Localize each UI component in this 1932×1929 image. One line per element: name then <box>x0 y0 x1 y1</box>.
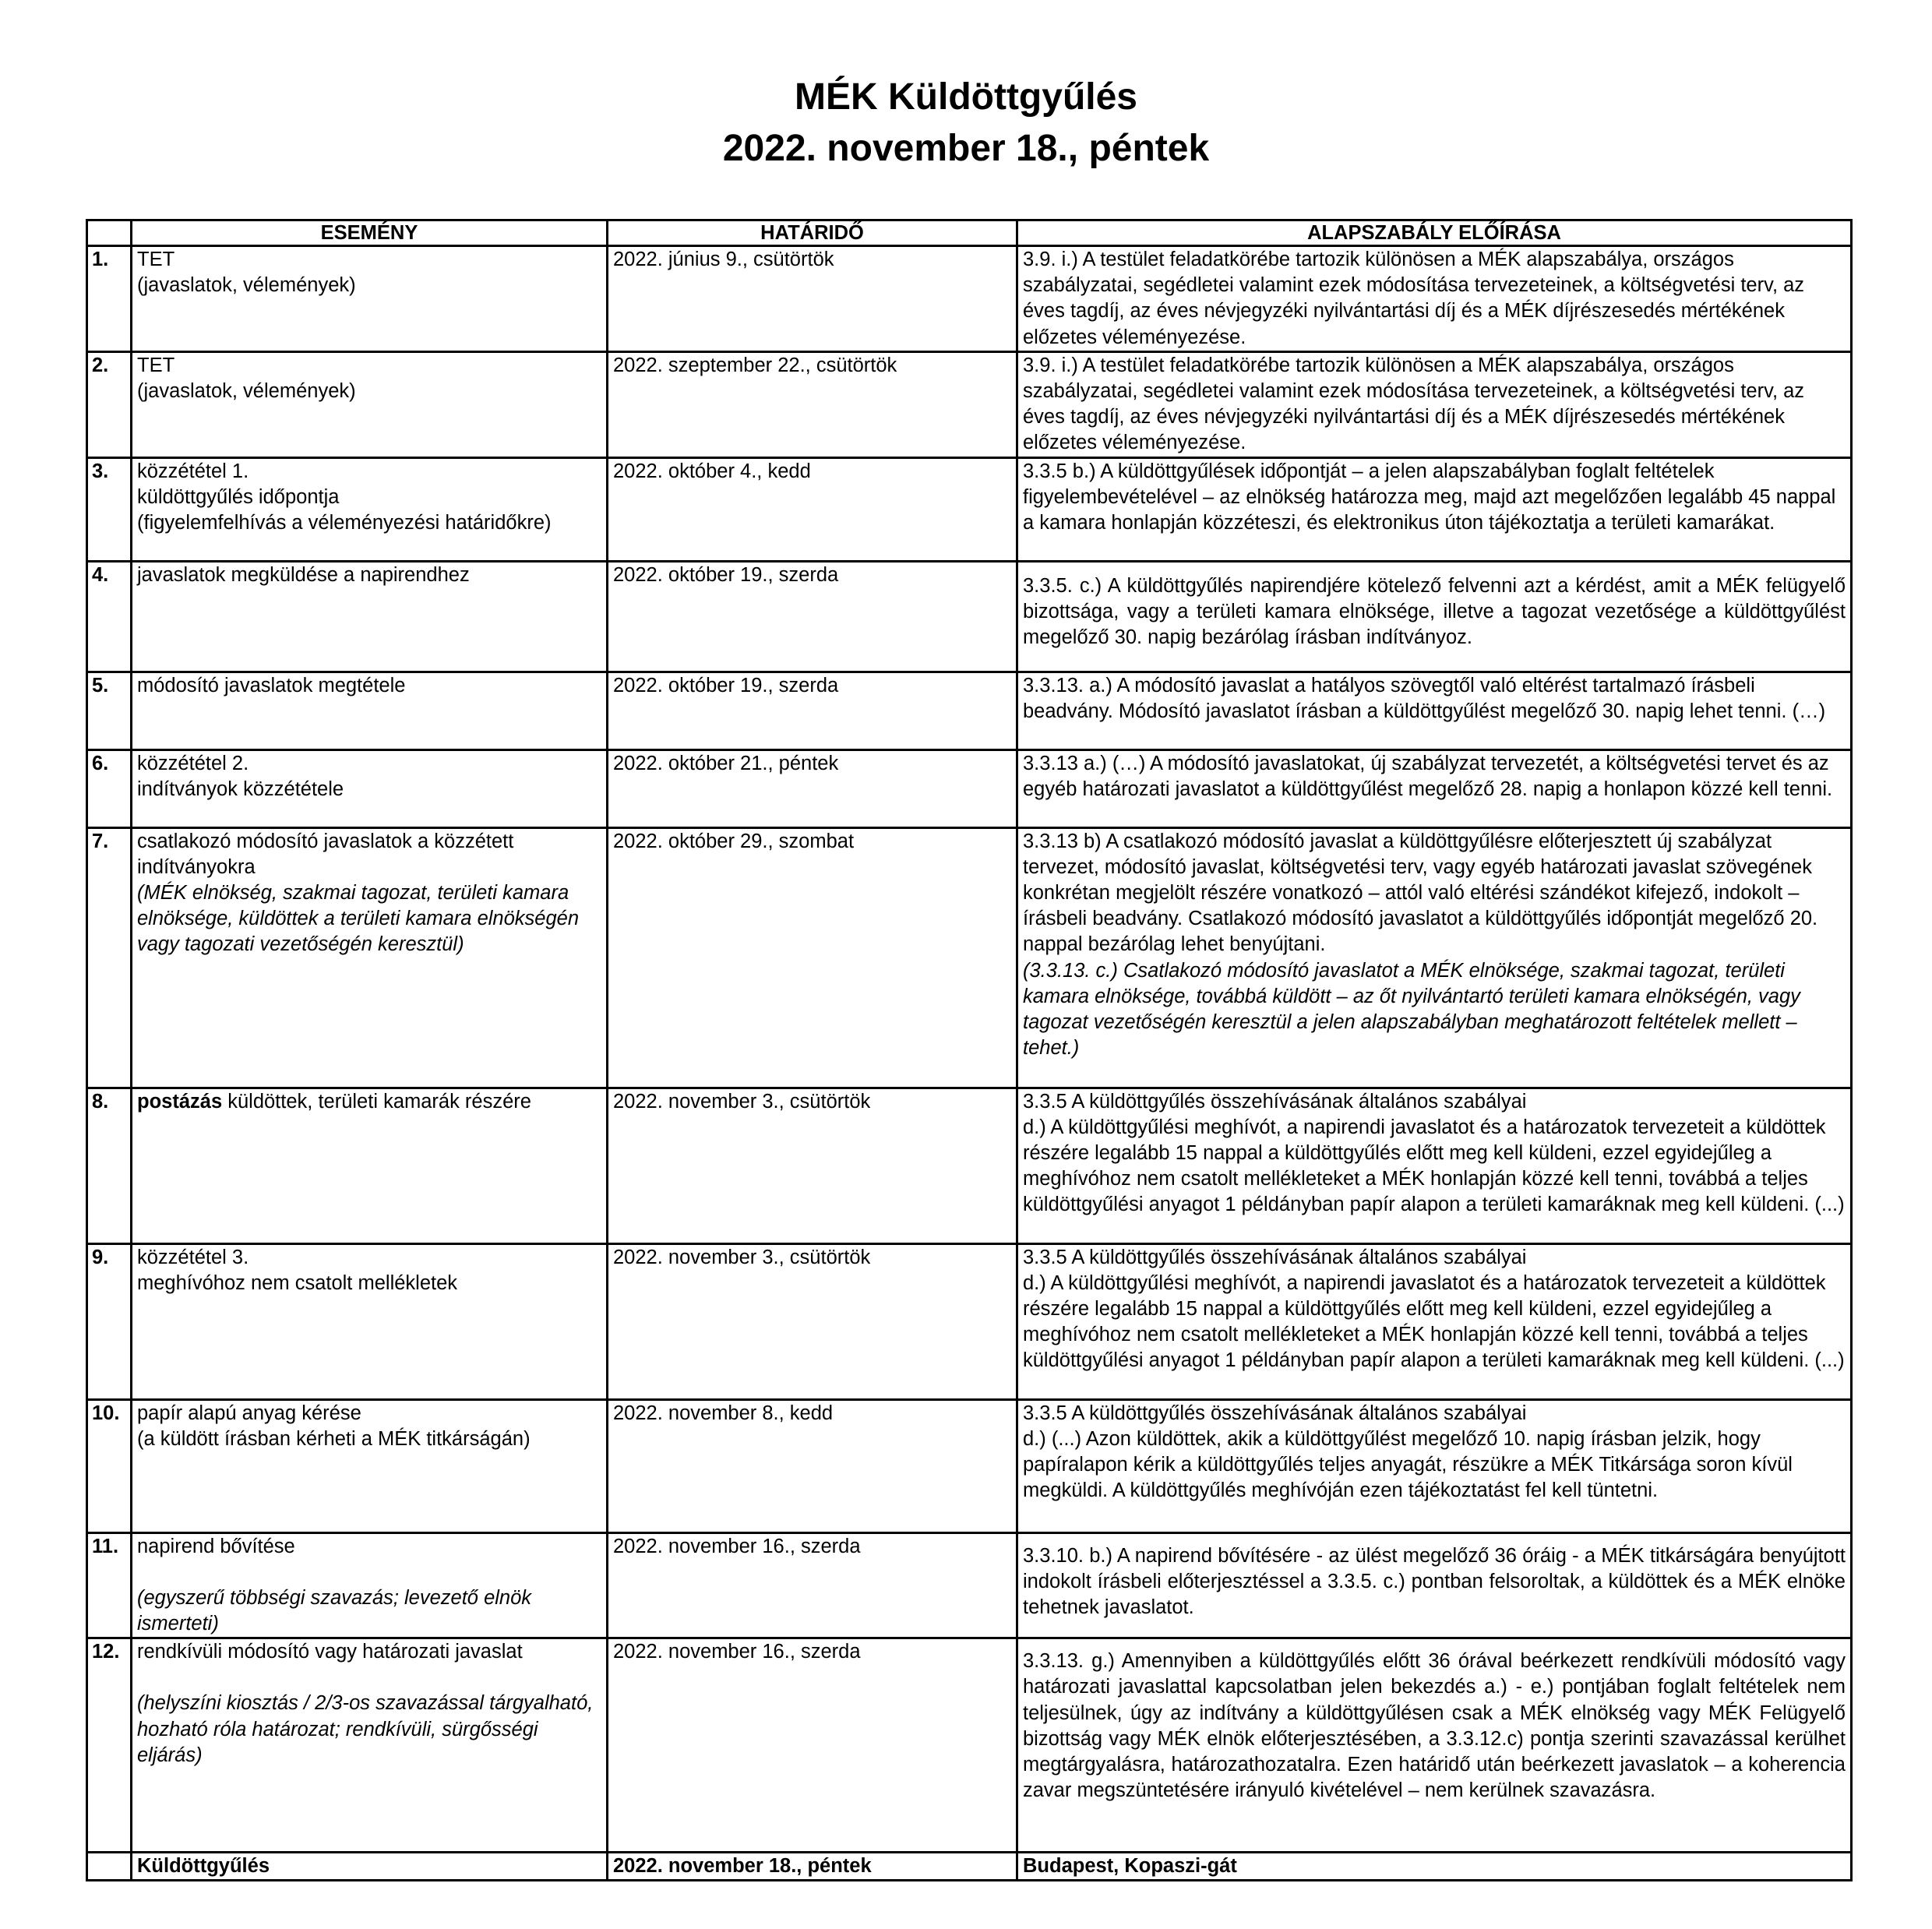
final-row-num <box>87 1853 132 1881</box>
event-line: TET <box>137 354 175 376</box>
row-number: 10. <box>87 1399 132 1532</box>
deadline-cell: 2022. november 16., szerda <box>608 1638 1017 1853</box>
event-cell <box>132 1399 608 1532</box>
event-line: módosító javaslatok megtétele <box>137 674 406 696</box>
rule-cell: 3.9. i.) A testület feladatkörébe tartozik különösen a MÉK alapszabálya, országos szabályzatai, segédletei valamint ezek módosítása tervezeteinek, a költségvetési terv, az éves tagdíj, az éves névjegyzéki nyilvántartási díj és a MÉK díjrészesedés mértékének előzetes véleményezése. <box>1017 351 1852 457</box>
rule-heading: 3.3.5 A küldöttgyűlés összehívásának általános szabályai <box>1023 1402 1527 1424</box>
rule-note: (3.3.13. c.) Csatlakozó módosító javaslatot a MÉK elnöksége, szakmai tagozat, területi kamara elnöksége, továbbá küldött – az őt nyilvántartó területi kamara elnökségén, vagy tagozat vezetőségén keresztül a jelen alapszabályban meghatározott feltételek mellett – tehet.) <box>1023 959 1800 1060</box>
table-row <box>87 351 1852 457</box>
table-row <box>87 749 1852 827</box>
event-line: napirend bővítése <box>137 1535 295 1557</box>
rule-text: 3.3.13. g.) Amennyiben a küldöttgyűlés előtt 36 órával beérkezett rendkívüli módosító vagy határozati javaslattal kapcsolatban jelen bekezdés a.) - e.) pontjában foglalt feltételek nem teljesülnek, úgy az indítvány a küldöttgyűlésen csak a MÉK elnökség vagy MÉK Felügyelő bizottság vagy MÉK elnök előterjesztésében, a 3.3.12.c) pontja szerinti szavazással kerülhet megtárgyalásra, határozathozatalra. Ezen határidő után beérkezett javaslatok – a koherencia zavar megszüntetésére irányuló kivételével – nem kerülnek szavazásra. <box>1023 1650 1846 1802</box>
event-line: javaslatok megküldése a napirendhez <box>137 563 470 586</box>
event-line: közzététel 3. <box>137 1246 249 1268</box>
rule-text: d.) A küldöttgyűlési meghívót, a napirendi javaslatot és a határozatok tervezeteit a küldöttek részére legalább 15 nappal a küldöttgyűlés előtt meg kell küldeni, ezzel egyidejűleg a meghívóhoz nem csatolt mellékleteket a MÉK honlapján közzé kell tenni, továbbá a teljes küldöttgyűlési anyagot 1 példányban papír alapon a területi kamaráknak meg kell küldeni. (...) <box>1023 1116 1845 1216</box>
row-number: 1. <box>87 246 132 352</box>
event-line: (javaslatok, vélemények) <box>137 380 356 403</box>
table-row <box>87 561 1852 672</box>
rule-cell <box>1017 1243 1852 1399</box>
rule-cell <box>1017 1088 1852 1243</box>
deadline-cell: 2022. október 29., szombat <box>608 827 1017 1088</box>
title-line-2: 2022. november 18., péntek <box>722 128 1210 169</box>
row-number: 6. <box>87 749 132 827</box>
event-line: papír alapú anyag kérése <box>137 1402 361 1424</box>
rule-heading: 3.3.5 A küldöttgyűlés összehívásának általános szabályai <box>1023 1090 1527 1113</box>
event-line: csatlakozó módosító javaslatok a közzétett indítványokra <box>137 830 514 878</box>
event-line: (javaslatok, vélemények) <box>137 274 356 297</box>
rule-cell <box>1017 561 1852 672</box>
row-number: 7. <box>87 827 132 1088</box>
table-row <box>87 672 1852 749</box>
table-row <box>87 457 1852 561</box>
row-number: 3. <box>87 457 132 561</box>
deadline-cell: 2022. november 3., csütörtök <box>608 1088 1017 1243</box>
table-row <box>87 1532 1852 1638</box>
row-number: 4. <box>87 561 132 672</box>
header-rule: ALAPSZABÁLY ELŐÍRÁSA <box>1017 220 1852 246</box>
rule-text: 3.3.13 b) A csatlakozó módosító javaslat a küldöttgyűlésre előterjesztett új szabályzat tervezet, módosító javaslat, költségvetési terv, vagy egyéb határozati javaslat szövegének konkrétan megjelölt részére vonatkozó – attól való eltérési szándékot kifejező, indokolt – írásbeli beadvány. Csatlakozó módosító javaslatot a küldöttgyűlés időpontját megelőző 20. nappal bezárólag lehet benyújtani. <box>1023 830 1818 956</box>
event-line: rendkívüli módosító vagy határozati javaslat <box>137 1641 523 1663</box>
deadline-cell: 2022. október 21., péntek <box>608 749 1017 827</box>
event-cell <box>132 246 608 352</box>
event-line: küldöttek, területi kamarák részére <box>227 1090 531 1113</box>
event-line: közzététel 1. <box>137 460 249 482</box>
deadline-cell: 2022. október 19., szerda <box>608 561 1017 672</box>
row-number: 2. <box>87 351 132 457</box>
rule-text: 3.3.5. c.) A küldöttgyűlés napirendjére kötelező felvenni azt a kérdést, amit a MÉK felügyelő bizottsága, vagy a területi kamara elnöksége, illetve a tagozat vezetősége a küldöttgyűlést megelőző 30. napig bezárólag írásban indítványoz. <box>1023 574 1846 649</box>
rule-cell: 3.9. i.) A testület feladatkörébe tartozik különösen a MÉK alapszabálya, országos szabályzatai, segédletei valamint ezek módosítása tervezeteinek, a költségvetési terv, az éves tagdíj, az éves névjegyzéki nyilvántartási díj és a MÉK díjrészesedés mértékének előzetes véleményezése. <box>1017 246 1852 352</box>
rule-cell <box>1017 827 1852 1088</box>
row-number: 12. <box>87 1638 132 1853</box>
event-note: (egyszerű többségi szavazás; levezető elnök ismerteti) <box>137 1586 532 1635</box>
event-note: (helyszíni kiosztás / 2/3-os szavazással tárgyalható, hozható róla határozat; rendkívüli, sürgősségi eljárás) <box>137 1692 594 1766</box>
header-deadline: HATÁRIDŐ <box>608 220 1017 246</box>
table-row <box>87 246 1852 352</box>
event-cell <box>132 1088 608 1243</box>
event-line: TET <box>137 249 175 270</box>
event-cell <box>132 561 608 672</box>
event-cell <box>132 1532 608 1638</box>
event-line: (figyelemfelhívás a véleményezési határidőkre) <box>137 512 552 534</box>
deadline-cell: 2022. november 16., szerda <box>608 1532 1017 1638</box>
rule-cell <box>1017 1638 1852 1853</box>
event-cell <box>132 749 608 827</box>
deadline-cell: 2022. szeptember 22., csütörtök <box>608 351 1017 457</box>
row-number: 5. <box>87 672 132 749</box>
final-row <box>87 1853 1852 1881</box>
event-line: közzététel 2. <box>137 752 249 774</box>
row-number: 8. <box>87 1088 132 1243</box>
rule-cell <box>1017 1532 1852 1638</box>
schedule-table <box>86 219 1853 1881</box>
event-keyword: postázás <box>137 1090 223 1113</box>
deadline-cell: 2022. november 8., kedd <box>608 1399 1017 1532</box>
deadline-cell: 2022. október 19., szerda <box>608 672 1017 749</box>
spacer <box>137 1560 601 1585</box>
event-cell <box>132 1243 608 1399</box>
spacer <box>137 1665 601 1691</box>
table-row <box>87 827 1852 1088</box>
event-cell <box>132 351 608 457</box>
event-cell <box>132 827 608 1088</box>
final-event: Küldöttgyűlés <box>132 1853 608 1881</box>
rule-text: d.) A küldöttgyűlési meghívót, a napirendi javaslatot és a határozatok tervezeteit a küldöttek részére legalább 15 nappal a küldöttgyűlés előtt meg kell küldeni, ezzel egyidejűleg a meghívóhoz nem csatolt mellékleteket a MÉK honlapján közzé kell tenni, továbbá a teljes küldöttgyűlési anyagot 1 példányban papír alapon a területi kamaráknak meg kell küldeni. (...) <box>1023 1271 1845 1372</box>
title-line-1: MÉK Küldöttgyűlés <box>795 76 1137 118</box>
event-line: indítványok közzététele <box>137 778 344 800</box>
final-deadline: 2022. november 18., péntek <box>608 1853 1017 1881</box>
table-header-row <box>87 220 1852 246</box>
header-num <box>87 220 132 246</box>
table-row <box>87 1088 1852 1243</box>
event-line: (a küldött írásban kérheti a MÉK titkárságán) <box>137 1427 531 1450</box>
event-cell <box>132 1638 608 1853</box>
rule-cell: 3.3.13. a.) A módosító javaslat a hatályos szövegtől való eltérést tartalmazó írásbeli beadvány. Módosító javaslatot írásban a küldöttgyűlést megelőző 30. napig lehet tenni. (…) <box>1017 672 1852 749</box>
rule-text: d.) (...) Azon küldöttek, akik a küldöttgyűlést megelőző 10. napig írásban jelzik, hogy papíralapon kérik a küldöttgyűlés teljes anyagát, részükre a MÉK Titkársága soron kívül megküldi. A küldöttgyűlés meghívóján ezen tájékoztatást fel kell tüntetni. <box>1023 1427 1793 1502</box>
row-number: 9. <box>87 1243 132 1399</box>
deadline-cell: 2022. június 9., csütörtök <box>608 246 1017 352</box>
final-location: Budapest, Kopaszi-gát <box>1017 1853 1852 1881</box>
rule-cell: 3.3.5 b.) A küldöttgyűlések időpontját – a jelen alapszabályban foglalt feltételek figyelembevételével – az elnökség határozza meg, majd azt megelőzően legalább 45 nappal a kamara honlapján közzéteszi, és elektronikus úton tájékoztatja a területi kamarákat. <box>1017 457 1852 561</box>
rule-heading: 3.3.5 A küldöttgyűlés összehívásának általános szabályai <box>1023 1246 1527 1268</box>
event-note: (MÉK elnökség, szakmai tagozat, területi kamara elnöksége, küldöttek a területi kamara elnökségén vagy tagozati vezetőségén keresztül) <box>137 882 580 956</box>
rule-cell: 3.3.13 a.) (…) A módosító javaslatokat, új szabályzat tervezetét, a költségvetési tervet és az egyéb határozati javaslatot a küldöttgyűlést megelőző 28. napig a honlapon közzé kell tenni. <box>1017 749 1852 827</box>
event-cell <box>132 457 608 561</box>
rule-cell <box>1017 1399 1852 1532</box>
row-number: 11. <box>87 1532 132 1638</box>
table-row <box>87 1638 1852 1853</box>
event-line: küldöttgyűlés időpontja <box>137 485 340 508</box>
table-row <box>87 1243 1852 1399</box>
header-event: ESEMÉNY <box>132 220 608 246</box>
document-title <box>0 72 1932 175</box>
deadline-cell: 2022. október 4., kedd <box>608 457 1017 561</box>
deadline-cell: 2022. november 3., csütörtök <box>608 1243 1017 1399</box>
rule-text: 3.3.10. b.) A napirend bővítésére - az ülést megelőző 36 óráig - a MÉK titkárságára benyújtott indokolt írásbeli előterjesztéssel a 3.3.5. c.) pontban felsoroltak, a küldöttek és a MÉK elnöke tehetnek javaslatot. <box>1023 1544 1846 1619</box>
table-row <box>87 1399 1852 1532</box>
event-cell <box>132 672 608 749</box>
event-line: meghívóhoz nem csatolt mellékletek <box>137 1271 458 1294</box>
